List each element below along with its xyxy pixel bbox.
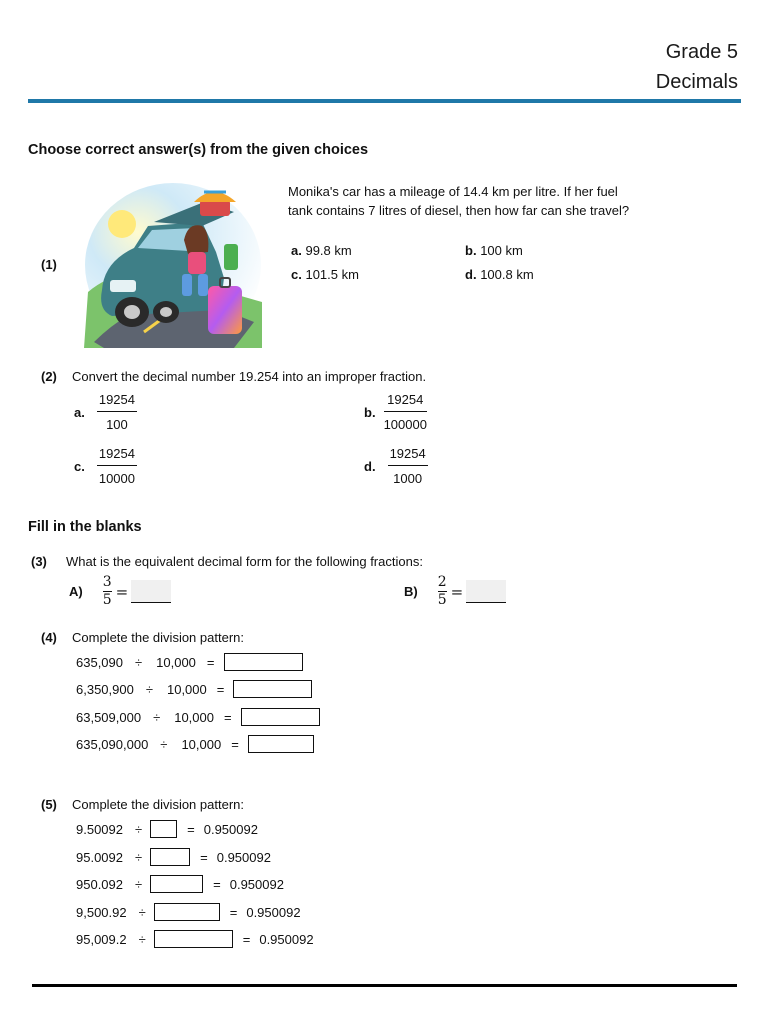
option-text: 100 km xyxy=(480,243,523,258)
answer-box[interactable] xyxy=(150,875,203,893)
equals-sign: = xyxy=(231,736,239,752)
option-text: 99.8 km xyxy=(305,243,352,258)
q2-option-c[interactable] xyxy=(74,446,137,486)
equals-sign: = xyxy=(229,904,238,920)
dividend: 63,509,000 xyxy=(76,709,142,725)
car-illustration-svg xyxy=(84,182,262,348)
divisor: 10,000 xyxy=(174,709,214,725)
numerator: 19254 xyxy=(389,446,426,461)
option-text: 101.5 km xyxy=(305,267,359,282)
part-label: B) xyxy=(404,584,418,599)
q5-row-3 xyxy=(76,875,284,893)
answer-blank-a[interactable] xyxy=(131,580,171,603)
q1-option-c[interactable] xyxy=(291,267,359,282)
header-rule xyxy=(28,99,741,103)
result: 0.950092 xyxy=(259,931,314,947)
question-number-4: (4) xyxy=(41,630,57,645)
answer-box[interactable] xyxy=(150,848,190,866)
q1-option-a[interactable] xyxy=(291,243,352,258)
q3-text: What is the equivalent decimal form for the following fractions: xyxy=(66,554,423,569)
numerator: 19254 xyxy=(98,392,135,407)
q3-part-b xyxy=(404,575,506,608)
q3-part-a xyxy=(69,575,171,608)
q5-row-2 xyxy=(76,848,271,866)
result: 0.950092 xyxy=(246,904,301,920)
option-letter: d. xyxy=(364,458,376,474)
equals-sign: = xyxy=(450,582,464,601)
q2-option-a[interactable] xyxy=(74,392,137,432)
question-number-2: (2) xyxy=(41,369,57,384)
divisor: 10,000 xyxy=(181,736,222,752)
denominator: 100 xyxy=(106,417,128,432)
dividend: 9.50092 xyxy=(76,821,123,837)
equals-sign: = xyxy=(242,931,251,947)
option-letter: b. xyxy=(465,243,477,258)
result: 0.950092 xyxy=(203,821,258,837)
q2-option-d[interactable] xyxy=(364,446,428,486)
option-letter: b. xyxy=(364,404,376,420)
q2-text: Convert the decimal number 19.254 into an improper fraction. xyxy=(72,369,427,384)
denominator: 10000 xyxy=(98,471,135,486)
denominator: 100000 xyxy=(383,417,427,432)
answer-box[interactable] xyxy=(248,735,314,753)
answer-box[interactable] xyxy=(241,708,320,726)
q4-text: Complete the division pattern: xyxy=(72,630,244,645)
answer-box[interactable] xyxy=(154,930,233,948)
option-letter: c. xyxy=(74,458,85,474)
dividend: 95,009.2 xyxy=(76,931,127,947)
option-letter: a. xyxy=(291,243,302,258)
dividend: 635,090,000 xyxy=(76,736,149,752)
q5-row-5 xyxy=(76,930,314,948)
equals-sign: = xyxy=(223,709,232,725)
denominator: 1000 xyxy=(393,471,423,486)
car-illustration xyxy=(84,182,262,348)
answer-box[interactable] xyxy=(150,820,177,838)
dividend: 9,500.92 xyxy=(76,904,127,920)
q5-row-4 xyxy=(76,903,301,921)
result: 0.950092 xyxy=(216,849,271,865)
q5-text: Complete the division pattern: xyxy=(72,797,244,812)
denominator: 5 xyxy=(102,592,112,608)
equals-sign: = xyxy=(216,681,225,697)
answer-blank-b[interactable] xyxy=(466,580,506,603)
fraction xyxy=(438,575,447,608)
section-title-choices: Choose correct answer(s) from the given choices xyxy=(28,142,369,158)
equals-sign: = xyxy=(213,876,221,892)
equals-sign: = xyxy=(200,849,208,865)
section-title-fill-blanks: Fill in the blanks xyxy=(28,519,142,535)
q1-text-line2: tank contains 7 litres of diesel, then how far can she travel? xyxy=(288,203,630,218)
q1-option-d[interactable] xyxy=(465,267,534,282)
dividend: 635,090 xyxy=(76,654,123,670)
topic-label: Decimals xyxy=(655,71,738,93)
q5-row-1 xyxy=(76,820,258,838)
divide-sign: ÷ xyxy=(135,876,143,892)
equals-sign: = xyxy=(115,582,129,601)
grade-label: Grade 5 xyxy=(665,41,738,63)
q1-option-b[interactable] xyxy=(465,243,523,258)
option-letter: c. xyxy=(291,267,302,282)
divisor: 10,000 xyxy=(166,681,207,697)
fraction xyxy=(103,575,112,608)
equals-sign: = xyxy=(206,654,215,670)
divide-sign: ÷ xyxy=(135,849,143,865)
q4-row-2 xyxy=(76,680,312,698)
numerator: 19254 xyxy=(387,392,424,407)
question-number-5: (5) xyxy=(41,797,57,812)
divide-sign: ÷ xyxy=(135,821,143,837)
divide-sign: ÷ xyxy=(153,709,161,725)
result: 0.950092 xyxy=(229,876,284,892)
q4-row-1 xyxy=(76,653,303,671)
option-letter: d. xyxy=(465,267,477,282)
numerator: 2 xyxy=(437,574,447,590)
part-label: A) xyxy=(69,584,83,599)
answer-box[interactable] xyxy=(154,903,220,921)
numerator: 3 xyxy=(102,574,112,590)
answer-box[interactable] xyxy=(233,680,312,698)
question-number-3: (3) xyxy=(31,554,47,569)
option-letter: a. xyxy=(74,404,85,420)
fraction xyxy=(388,446,428,486)
divisor: 10,000 xyxy=(156,654,196,670)
q1-text-line1: Monika's car has a mileage of 14.4 km per litre. If her fuel xyxy=(288,184,618,199)
numerator: 19254 xyxy=(98,446,135,461)
divide-sign: ÷ xyxy=(135,654,143,670)
question-number-1: (1) xyxy=(41,257,57,272)
dividend: 95.0092 xyxy=(76,849,123,865)
divide-sign: ÷ xyxy=(138,904,146,920)
equals-sign: = xyxy=(187,821,195,837)
q2-option-b[interactable] xyxy=(364,392,427,432)
fraction xyxy=(97,446,137,486)
q4-row-3 xyxy=(76,708,320,726)
dividend: 950.092 xyxy=(76,876,123,892)
divide-sign: ÷ xyxy=(145,681,153,697)
dividend: 6,350,900 xyxy=(76,681,134,697)
fraction xyxy=(384,392,427,432)
divide-sign: ÷ xyxy=(138,931,146,947)
fraction xyxy=(97,392,137,432)
answer-box[interactable] xyxy=(224,653,303,671)
option-text: 100.8 km xyxy=(480,267,534,282)
divide-sign: ÷ xyxy=(160,736,168,752)
denominator: 5 xyxy=(437,592,447,608)
q4-row-4 xyxy=(76,735,314,753)
footer-rule xyxy=(32,984,737,987)
